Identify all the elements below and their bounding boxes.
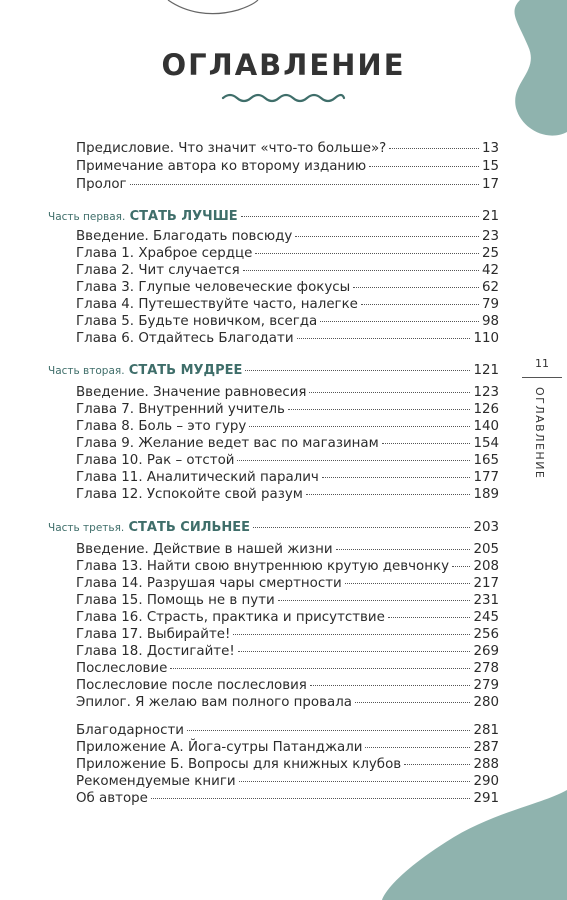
entry-page: 231 xyxy=(473,593,499,608)
entry-page: 110 xyxy=(473,331,499,346)
page-number: 11 xyxy=(535,357,549,370)
dot-leader xyxy=(309,392,470,393)
dot-leader xyxy=(310,685,471,686)
toc-entry[interactable] xyxy=(76,313,499,330)
toc-entry[interactable] xyxy=(76,452,499,469)
part-title xyxy=(48,208,238,226)
entry-title: Глава 18. Достигайте! xyxy=(76,644,235,659)
entry-title: Глава 7. Внутренний учитель xyxy=(76,402,285,417)
entry-page: 126 xyxy=(473,402,499,417)
part-label: Часть первая. xyxy=(48,211,126,223)
entry-title: Глава 2. Чит случается xyxy=(76,263,240,278)
toc-entry-back-4[interactable] xyxy=(76,773,499,790)
toc-entry-intro-2[interactable] xyxy=(76,158,499,175)
entry-title: Рекомендуемые книги xyxy=(76,774,236,789)
entry-page: 269 xyxy=(473,644,499,659)
dot-leader xyxy=(389,148,479,149)
page-title: ОГЛАВЛЕНИЕ xyxy=(161,48,406,82)
dot-leader xyxy=(245,370,470,371)
entry-title: Приложение Б. Вопросы для книжных клубов xyxy=(76,757,402,772)
dot-leader xyxy=(297,338,471,339)
toc-entry[interactable] xyxy=(76,330,499,347)
entry-title: Приложение А. Йога-сутры Патанджали xyxy=(76,740,363,755)
toc-entry[interactable] xyxy=(76,469,499,486)
entry-page: 281 xyxy=(473,723,499,738)
entry-page: 205 xyxy=(473,542,499,557)
entry-title: Введение. Значение равновесия xyxy=(76,385,307,400)
entry-title: Послесловие xyxy=(76,661,168,676)
entry-page: 23 xyxy=(481,229,499,244)
toc-entry-back-1[interactable] xyxy=(76,722,499,739)
entry-title: Глава 8. Боль – это гуру xyxy=(76,419,247,434)
part-name: СТАТЬ СИЛЬНЕЕ xyxy=(128,520,251,535)
toc-entry-back-5[interactable] xyxy=(76,790,499,807)
entry-page: 140 xyxy=(473,419,499,434)
dot-leader xyxy=(288,409,471,410)
part-title xyxy=(48,519,250,537)
dot-leader xyxy=(130,184,479,185)
entry-title: Глава 12. Успокойте свой разум xyxy=(76,487,303,502)
entry-title: Послесловие после послесловия xyxy=(76,678,307,693)
toc-entry[interactable] xyxy=(76,401,499,418)
entry-page: 42 xyxy=(481,263,499,278)
entry-title: Введение. Действие в нашей жизни xyxy=(76,542,333,557)
toc-entry-intro-1[interactable] xyxy=(76,140,499,157)
entry-title: Введение. Благодать повсюду xyxy=(76,229,293,244)
entry-title: Об авторе xyxy=(76,791,148,806)
entry-page: 15 xyxy=(481,159,499,174)
dot-leader xyxy=(253,527,470,528)
entry-title: Пролог xyxy=(76,177,127,192)
dot-leader xyxy=(249,426,470,427)
dot-leader xyxy=(255,253,479,254)
entry-page: 245 xyxy=(473,610,499,625)
entry-page: 13 xyxy=(481,141,499,156)
toc-entry[interactable] xyxy=(76,296,499,313)
dot-leader xyxy=(388,617,471,618)
toc-entry[interactable] xyxy=(76,418,499,435)
toc-entry-back-2[interactable] xyxy=(76,739,499,756)
entry-title: Глава 3. Глупые человеческие фокусы xyxy=(76,280,351,295)
dot-leader xyxy=(353,287,479,288)
toc-entry[interactable] xyxy=(76,626,499,643)
toc-entry[interactable] xyxy=(76,643,499,660)
toc-entry[interactable] xyxy=(76,660,499,677)
toc-part-heading-3[interactable] xyxy=(48,519,499,536)
dot-leader xyxy=(243,270,479,271)
entry-page: 278 xyxy=(473,661,499,676)
dot-leader xyxy=(404,764,470,765)
toc-entry[interactable] xyxy=(76,279,499,296)
part-name: СТАТЬ ЛУЧШЕ xyxy=(129,209,238,224)
toc-entry-back-3[interactable] xyxy=(76,756,499,773)
running-head-label: ОГЛАВЛЕНИЕ xyxy=(533,387,546,480)
entry-title: Предисловие. Что значит «что-то больше»? xyxy=(76,141,387,156)
toc-entry[interactable] xyxy=(76,486,499,503)
toc-entry[interactable] xyxy=(76,677,499,694)
entry-title: Благодарности xyxy=(76,723,184,738)
part-name: СТАТЬ МУДРЕЕ xyxy=(128,363,243,378)
toc-entry[interactable] xyxy=(76,228,499,245)
part-label: Часть третья. xyxy=(48,522,125,534)
toc-part-heading-1[interactable] xyxy=(48,208,499,225)
entry-title: Глава 9. Желание ведет вас по магазинам xyxy=(76,436,379,451)
entry-page: 280 xyxy=(473,695,499,710)
dot-leader xyxy=(151,798,471,799)
toc-entry[interactable] xyxy=(76,245,499,262)
entry-page: 21 xyxy=(481,209,499,224)
dot-leader xyxy=(336,549,471,550)
entry-page: 208 xyxy=(473,559,499,574)
dot-leader xyxy=(452,566,470,567)
dot-leader xyxy=(306,494,471,495)
entry-page: 203 xyxy=(473,520,499,535)
entry-title: Глава 17. Выбирайте! xyxy=(76,627,231,642)
entry-page: 62 xyxy=(481,280,499,295)
toc-entry-intro-3[interactable] xyxy=(76,176,499,193)
entry-page: 165 xyxy=(473,453,499,468)
part-title xyxy=(48,362,242,380)
entry-title: Глава 6. Отдайтесь Благодати xyxy=(76,331,294,346)
entry-title: Эпилог. Я желаю вам полного провала xyxy=(76,695,352,710)
part-label: Часть вторая. xyxy=(48,365,125,377)
entry-page: 256 xyxy=(473,627,499,642)
entry-page: 25 xyxy=(481,246,499,261)
entry-page: 177 xyxy=(473,470,499,485)
dot-leader xyxy=(320,321,479,322)
entry-page: 121 xyxy=(473,363,499,378)
dot-leader xyxy=(369,166,479,167)
entry-title: Глава 11. Аналитический паралич xyxy=(76,470,319,485)
toc-entry[interactable] xyxy=(76,694,499,711)
entry-title: Глава 10. Рак – отстой xyxy=(76,453,235,468)
entry-page: 279 xyxy=(473,678,499,693)
dot-leader xyxy=(345,583,471,584)
side-divider xyxy=(522,377,562,378)
dot-leader xyxy=(278,600,471,601)
dot-leader xyxy=(187,730,470,731)
entry-page: 17 xyxy=(481,177,499,192)
entry-title: Глава 5. Будьте новичком, всегда xyxy=(76,314,318,329)
toc-entry[interactable] xyxy=(76,592,499,609)
dot-leader xyxy=(361,304,479,305)
dot-leader xyxy=(237,460,470,461)
entry-page: 154 xyxy=(473,436,499,451)
toc-entry[interactable] xyxy=(76,575,499,592)
entry-page: 288 xyxy=(473,757,499,772)
toc-entry[interactable] xyxy=(76,609,499,626)
toc-entry[interactable] xyxy=(76,541,499,558)
toc-entry[interactable] xyxy=(76,435,499,452)
dot-leader xyxy=(365,747,470,748)
entry-title: Глава 16. Страсть, практика и присутствие xyxy=(76,610,385,625)
entry-title: Глава 1. Храброе сердце xyxy=(76,246,253,261)
entry-title: Примечание автора ко второму изданию xyxy=(76,159,367,174)
entry-page: 287 xyxy=(473,740,499,755)
dot-leader xyxy=(355,702,470,703)
dot-leader xyxy=(238,651,471,652)
entry-page: 291 xyxy=(473,791,499,806)
entry-page: 217 xyxy=(473,576,499,591)
toc-entry[interactable] xyxy=(76,262,499,279)
entry-title: Глава 15. Помощь не в пути xyxy=(76,593,275,608)
toc-part-heading-2[interactable] xyxy=(48,362,499,379)
entry-page: 79 xyxy=(481,297,499,312)
entry-page: 123 xyxy=(473,385,499,400)
toc-entry[interactable] xyxy=(76,558,499,575)
dot-leader xyxy=(241,216,479,217)
dot-leader xyxy=(239,781,471,782)
entry-title: Глава 4. Путешествуйте часто, налегке xyxy=(76,297,358,312)
dot-leader xyxy=(382,443,471,444)
dot-leader xyxy=(322,477,471,478)
entry-title: Глава 14. Разрушая чары смертности xyxy=(76,576,342,591)
dot-leader xyxy=(233,634,470,635)
dot-leader xyxy=(295,236,479,237)
dot-leader xyxy=(170,668,470,669)
entry-page: 98 xyxy=(481,314,499,329)
entry-title: Глава 13. Найти свою внутреннюю крутую девчонку xyxy=(76,559,449,574)
entry-page: 290 xyxy=(473,774,499,789)
entry-page: 189 xyxy=(473,487,499,502)
toc-entry[interactable] xyxy=(76,384,499,401)
